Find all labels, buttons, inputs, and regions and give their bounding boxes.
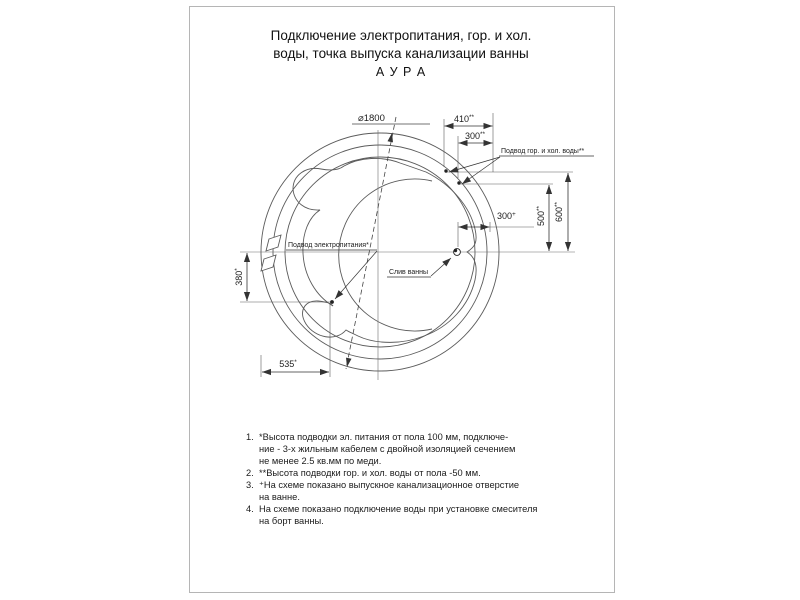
leader-drain	[431, 258, 451, 276]
dim-410-label: 410**	[453, 114, 475, 124]
note-1-text: *Высота подводки эл. питания от пола 100 мм, подключе-	[259, 432, 509, 442]
power-supply-label: Подвод электропитания*	[288, 242, 369, 249]
leader-water-upper	[449, 157, 500, 172]
title-line-3: А У Р А	[375, 65, 427, 79]
dim-600-label: 600**	[554, 201, 564, 223]
note-4-text: На схеме показано подключение воды при установке смесителя	[259, 504, 538, 514]
note-3	[246, 479, 586, 491]
diameter-label: ⌀1800	[358, 113, 385, 124]
tub-bowl-arc	[339, 179, 432, 331]
dim-300-drain-label: 300+	[497, 211, 516, 221]
note-4-text-cont: на борт ванны.	[259, 516, 324, 526]
note-2	[246, 467, 586, 479]
drain-label: Слив ванны	[389, 269, 429, 276]
leader-water-lower	[462, 157, 500, 184]
jet-nozzle-1	[266, 235, 281, 251]
water-point-lower	[457, 181, 460, 184]
note-4	[246, 503, 586, 515]
title-line-1: Подключение электропитания, гор. и хол.	[270, 28, 532, 43]
jet-nozzle-2	[261, 255, 276, 271]
note-1-number: 1.	[246, 432, 254, 442]
footnotes-list	[246, 431, 586, 527]
note-3-text-cont: на ванне.	[259, 492, 300, 502]
drain-symbol-dot	[454, 249, 457, 252]
note-3-text: ⁺На схеме показано выпускное канализационное отверстие	[259, 480, 520, 490]
dim-500-label: 500**	[536, 205, 546, 227]
water-point-upper	[444, 169, 447, 172]
note-2-text: **Высота подводки гор. и хол. воды от пола -50 мм.	[259, 468, 481, 478]
dim-535-label: 535*	[279, 359, 297, 369]
power-point	[330, 300, 334, 304]
dim-300-top-label: 300**	[464, 131, 486, 141]
note-2-number: 2.	[246, 468, 254, 478]
note-1-text-cont: ние - 3-х жильным кабелем с двойной изоляцией сечением	[259, 444, 516, 454]
dim-380-label: 380*	[234, 268, 244, 286]
note-4-number: 4.	[246, 504, 254, 514]
note-1	[246, 431, 586, 443]
title-line-2: воды, точка выпуска канализации ванны	[273, 46, 529, 61]
note-3-number: 3.	[246, 480, 254, 490]
water-supply-label: Подвод гор. и хол. воды**	[501, 148, 585, 155]
note-1-text-cont: не менее 2.5 кв.мм по меди.	[259, 456, 382, 466]
